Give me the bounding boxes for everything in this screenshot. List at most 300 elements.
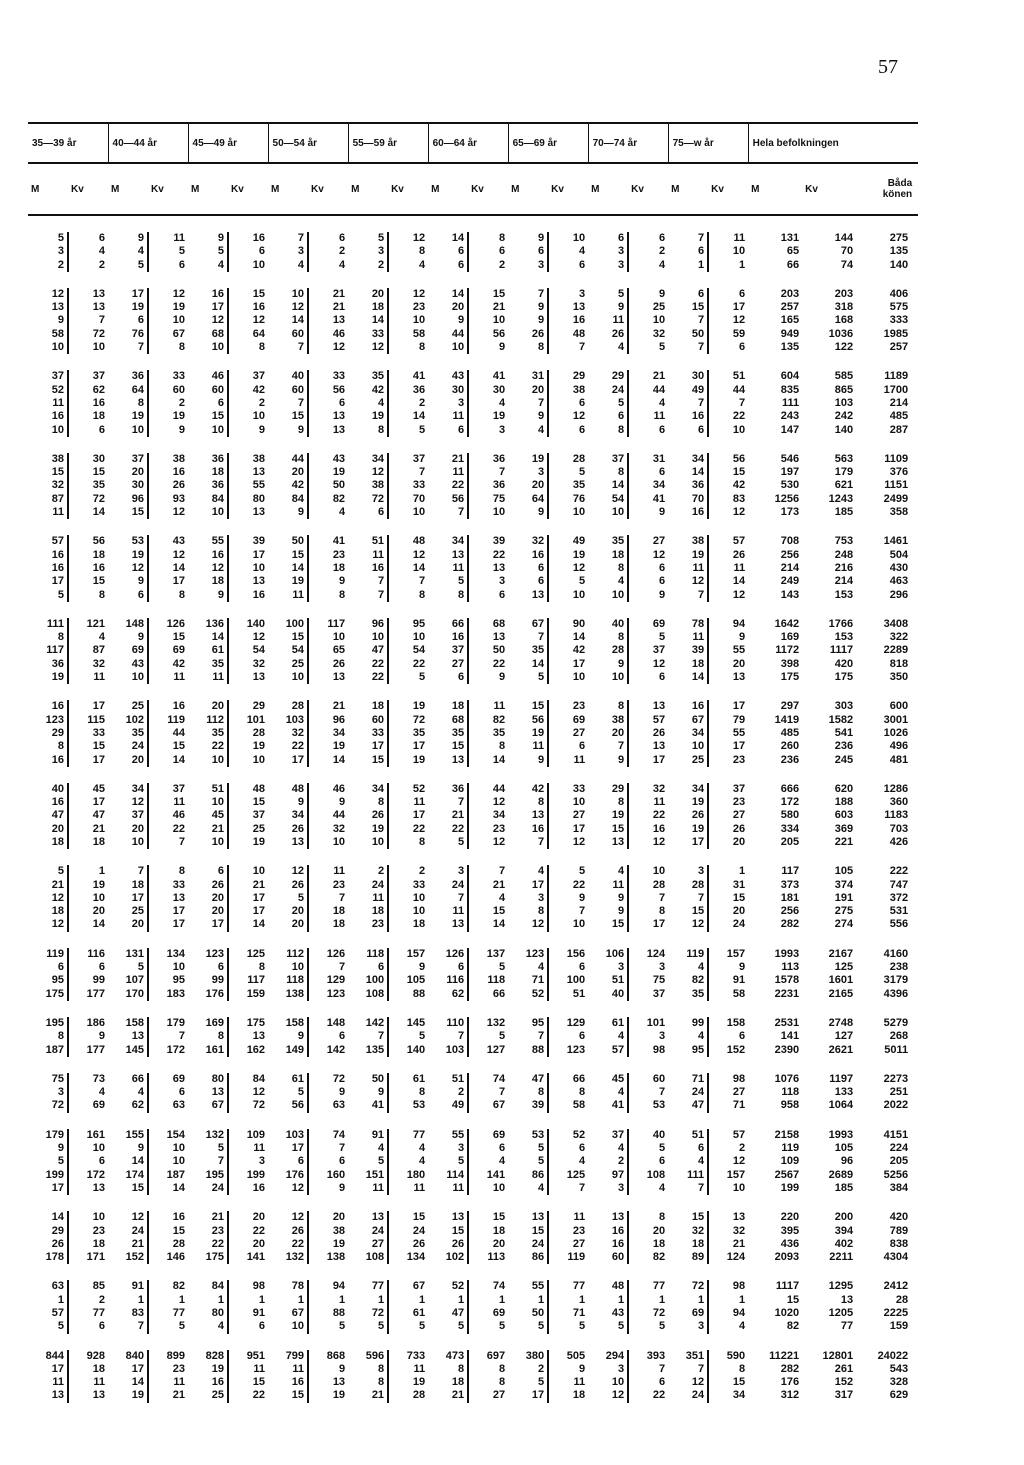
table-cell: 21 (348, 1389, 388, 1402)
table-cell: 6 (659, 561, 666, 574)
table-cell: 3 (428, 397, 468, 410)
table-cell: 13 (492, 631, 506, 644)
table-cell: 243 (780, 410, 800, 423)
table-cell: 132 (188, 1129, 228, 1142)
table-cell: 38 (348, 479, 388, 492)
age-group-header: 35—39 år (28, 123, 108, 163)
table-cell: 7 (348, 575, 388, 588)
table-cell: 1197 (829, 1072, 854, 1085)
table-cell: 10 (92, 1142, 106, 1155)
table-cell: 6 (338, 396, 346, 409)
table-cell: 6 (428, 424, 468, 437)
table-cell: 185 (834, 1181, 854, 1194)
table-cell: 25 (188, 1389, 228, 1402)
table-cell: 25 (108, 700, 148, 713)
table-cell: 16 (172, 700, 186, 713)
table-cell: 10 (652, 314, 666, 327)
table-cell: 36 (492, 452, 506, 465)
table-cell: 322 (889, 631, 909, 644)
table-cell: 12 (252, 314, 266, 327)
table-cell: 13 (508, 1211, 548, 1224)
table-cell: 10 (412, 905, 426, 918)
table-cell: 67 (172, 327, 186, 340)
table-cell: 6 (659, 575, 666, 588)
table-cell: 58 (732, 987, 746, 1000)
table-cell: 1 (498, 1293, 506, 1306)
table-cell: 99 (188, 974, 228, 987)
table-cell: 106 (588, 948, 628, 961)
sex-header-m: M (428, 163, 468, 215)
table-cell: 6 (338, 232, 346, 244)
table-cell: 185 (834, 506, 854, 519)
table-cell: 3179 (883, 974, 909, 987)
table-row (28, 589, 918, 602)
table-cell: 8 (178, 588, 186, 601)
table-cell: 15 (668, 905, 708, 918)
table-cell: 9 (498, 671, 506, 684)
table-cell: 19 (508, 453, 548, 466)
table-cell: 72 (412, 713, 426, 726)
table-cell: 15 (108, 1182, 148, 1195)
table-cell: 64 (252, 327, 266, 340)
table-cell: 9 (588, 892, 628, 905)
table-cell: 32 (332, 822, 346, 835)
table-cell: 9 (508, 232, 548, 245)
table-cell: 176 (780, 1376, 800, 1389)
table-cell: 11 (588, 314, 628, 327)
table-cell: 11 (268, 589, 308, 602)
table-cell: 117 (781, 865, 800, 878)
table-cell: 7 (508, 836, 548, 849)
table-cell: 50 (668, 328, 708, 341)
table-cell: 2 (739, 1142, 746, 1155)
table-cell: 40 (28, 783, 68, 796)
table-cell: 2531 (774, 1016, 800, 1029)
table-cell: 95 (508, 1017, 548, 1030)
table-cell: 1 (668, 259, 708, 272)
sex-header-m: M (348, 163, 388, 215)
table-cell: 214 (834, 575, 854, 588)
table-cell: 2689 (828, 1168, 854, 1181)
table-cell: 183 (166, 987, 186, 1000)
table-cell: 95 (28, 974, 68, 987)
table-cell: 15 (268, 1389, 308, 1402)
table-cell: 45 (588, 1073, 628, 1086)
table-cell: 19 (572, 548, 586, 561)
table-cell: 6 (98, 232, 106, 244)
table-cell: 15 (732, 891, 746, 904)
table-cell: 17 (252, 891, 266, 904)
table-cell: 350 (889, 671, 909, 684)
table-cell: 1205 (828, 1307, 854, 1319)
table-cell: 22 (572, 878, 586, 891)
table-cell: 35 (348, 370, 388, 383)
table-cell: 18 (28, 836, 68, 849)
table-row (28, 754, 918, 767)
table-cell: 133 (834, 1086, 854, 1099)
table-cell: 69 (492, 1128, 506, 1141)
table-cell: 105 (406, 974, 426, 987)
table-cell: 44 (492, 782, 506, 795)
table-cell: 132 (486, 1016, 506, 1029)
table-cell: 103 (268, 714, 308, 727)
table-cell: 118 (781, 1086, 800, 1099)
table-cell: 7 (188, 1155, 228, 1168)
table-cell: 8 (739, 1362, 746, 1375)
table-cell: 5 (268, 1086, 308, 1099)
table-cell: 2 (98, 1293, 106, 1306)
table-row (28, 506, 918, 519)
table-cell: 14 (508, 658, 548, 671)
table-cell: 4 (418, 1155, 426, 1168)
table-cell: 303 (834, 700, 854, 713)
table-cell: 28 (412, 1389, 426, 1402)
table-cell: 46 (188, 370, 228, 383)
table-cell: 95 (412, 617, 426, 630)
table-cell: 123 (188, 948, 228, 961)
table-cell: 116 (428, 974, 468, 987)
table-cell: 287 (889, 423, 909, 436)
table-row (28, 562, 918, 575)
table-cell: 12 (252, 1086, 266, 1099)
table-cell: 8 (188, 1030, 228, 1043)
table-cell: 19 (252, 740, 266, 753)
table-cell: 15 (428, 740, 468, 753)
table-cell: 16 (428, 631, 468, 644)
table-cell: 37 (732, 782, 746, 795)
table-cell: 5 (338, 1320, 346, 1333)
table-cell: 15 (268, 549, 308, 562)
table-cell: 10 (348, 836, 388, 849)
table-row (28, 314, 918, 327)
table-cell: 70 (412, 492, 426, 505)
table-cell: 541 (834, 726, 854, 739)
table-cell: 13 (28, 1389, 68, 1402)
table-cell: 158 (726, 1016, 746, 1029)
table-cell: 14 (412, 410, 426, 423)
table-cell: 152 (834, 1376, 854, 1389)
table-cell: 11 (573, 753, 586, 766)
table-cell: 10 (412, 891, 426, 904)
table-cell: 20 (348, 288, 388, 301)
table-cell: 10 (172, 1142, 186, 1155)
table-cell: 10 (588, 1376, 628, 1389)
table-cell: 6 (108, 314, 148, 327)
table-cell: 18 (412, 918, 426, 931)
table-cell: 6 (498, 588, 506, 601)
table-cell: 6 (668, 1142, 708, 1155)
table-cell: 10 (108, 424, 148, 437)
table-cell: 69 (668, 1307, 708, 1320)
table-cell: 13 (268, 836, 308, 849)
table-cell: 9 (268, 424, 308, 437)
table-cell: 7 (418, 466, 426, 479)
table-cell: 9 (338, 1362, 346, 1375)
table-cell: 865 (834, 383, 854, 396)
table-cell: 4 (508, 424, 548, 437)
table-cell: 844 (28, 1350, 68, 1363)
table-cell: 17 (172, 918, 186, 931)
table-cell: 29 (28, 1225, 68, 1238)
table-cell: 11 (428, 410, 468, 423)
table-cell: 24 (668, 1086, 708, 1099)
table-cell: 131 (108, 948, 148, 961)
table-cell: 2 (348, 259, 388, 272)
table-cell: 14 (108, 1376, 148, 1389)
table-cell: 98 (252, 1280, 266, 1293)
table-cell: 15 (348, 754, 388, 767)
table-cell: 7 (508, 631, 548, 644)
table-cell: 96 (332, 713, 346, 726)
table-cell: 5 (659, 631, 666, 644)
table-cell: 7 (338, 891, 346, 904)
table-cell: 18 (92, 1362, 106, 1375)
table-cell: 4151 (883, 1128, 909, 1141)
table-cell: 8 (418, 588, 426, 601)
table-cell: 9 (338, 796, 346, 809)
table-cell: 58 (572, 1099, 586, 1112)
table-cell: 26 (188, 879, 228, 892)
table-cell: 88 (508, 1044, 548, 1057)
table-cell: 59 (732, 327, 746, 340)
table-cell: 50 (492, 644, 506, 657)
table-cell: 40 (652, 1128, 666, 1141)
table-cell: 8 (178, 341, 186, 354)
table-cell: 3 (668, 865, 708, 878)
table-cell: 6 (258, 1320, 266, 1333)
table-cell: 3 (428, 865, 468, 878)
table-cell: 117 (327, 617, 346, 630)
table-cell: 1 (28, 1294, 68, 1307)
table-cell: 11 (428, 905, 468, 918)
table-cell: 260 (780, 740, 800, 753)
table-cell: 37 (252, 370, 266, 383)
table-cell: 3 (508, 892, 548, 905)
table-cell: 1 (338, 1293, 346, 1306)
table-cell: 111 (782, 396, 800, 409)
table-cell: 37 (588, 1129, 628, 1142)
table-cell: 27 (732, 1086, 746, 1099)
table-cell: 268 (889, 1030, 909, 1043)
table-cell: 8 (258, 961, 266, 974)
table-cell: 73 (92, 1072, 106, 1085)
table-cell: 13 (92, 301, 106, 314)
table-cell: 5 (418, 671, 426, 684)
table-cell: 505 (566, 1349, 586, 1362)
age-group-header: 70—74 år (588, 123, 668, 163)
table-cell: 4 (659, 396, 666, 409)
table-cell: 40 (268, 370, 308, 383)
sex-header-kv: Kv (802, 163, 856, 215)
table-cell: 72 (348, 1307, 388, 1320)
table-cell: 2 (98, 258, 106, 271)
table-cell: 402 (834, 1237, 854, 1250)
table-cell: 6 (659, 1155, 666, 1168)
table-cell: 85 (92, 1280, 106, 1293)
table-cell: 157 (406, 947, 426, 960)
table-cell: 148 (108, 618, 148, 631)
table-cell: 10 (588, 506, 628, 519)
table-row (28, 466, 918, 479)
table-cell: 26 (732, 822, 746, 835)
table-cell: 10 (268, 671, 308, 684)
table-cell: 28 (172, 1237, 186, 1250)
table-cell: 42 (732, 479, 746, 492)
table-cell: 101 (246, 713, 266, 726)
table-cell: 12 (492, 796, 506, 809)
table-cell: 61 (412, 1307, 426, 1319)
table-cell: 5 (508, 1376, 548, 1389)
table-cell: 5 (348, 1155, 388, 1168)
table-cell: 4 (108, 245, 148, 258)
table-cell: 21 (492, 878, 506, 891)
table-cell: 6 (428, 961, 468, 974)
table-cell: 17 (188, 301, 228, 314)
table-cell: 22 (412, 822, 426, 835)
table-cell: 50 (348, 1073, 388, 1086)
table-cell: 29 (588, 783, 628, 796)
table-cell: 8 (659, 1211, 666, 1224)
table-cell: 19 (668, 549, 708, 562)
table-cell: 42 (572, 644, 586, 657)
table-cell: 1993 (774, 947, 800, 960)
table-cell: 19 (188, 1363, 228, 1376)
table-cell: 155 (108, 1129, 148, 1142)
table-row (28, 905, 918, 918)
table-cell: 24 (428, 879, 468, 892)
table-cell: 49 (572, 535, 586, 548)
table-cell: 3 (588, 259, 628, 272)
table-cell: 3 (498, 423, 506, 436)
table-cell: 8 (348, 796, 388, 809)
table-cell: 18 (332, 918, 346, 931)
table-cell: 899 (166, 1349, 186, 1362)
table-cell: 20 (428, 301, 468, 314)
table-cell: 6 (338, 1155, 346, 1168)
table-cell: 49 (668, 384, 708, 397)
table-cell: 12 (28, 288, 68, 301)
table-cell: 188 (834, 796, 854, 809)
table-cell: 31 (732, 878, 746, 891)
table-cell: 34 (348, 783, 388, 796)
table-cell: 72 (252, 1099, 266, 1112)
table-cell: 27 (572, 809, 586, 822)
table-cell: 473 (428, 1350, 468, 1363)
table-cell: 12 (268, 1182, 308, 1195)
table-cell: 126 (326, 947, 346, 960)
table-cell: 26 (508, 328, 548, 341)
age-group-header: 50—54 år (268, 123, 348, 163)
table-cell: 12 (652, 835, 666, 848)
table-cell: 156 (566, 947, 586, 960)
table-cell: 9 (338, 1181, 346, 1194)
table-cell: 5 (659, 1320, 666, 1333)
table-cell: 222 (889, 865, 909, 878)
table-cell: 6 (28, 961, 68, 974)
table-cell: 8 (508, 796, 548, 809)
table-cell: 14 (572, 631, 586, 644)
table-cell: 7 (338, 961, 346, 974)
table-cell: 9 (28, 1142, 68, 1155)
table-cell: 44 (428, 328, 468, 341)
table-cell: 15 (508, 1225, 548, 1238)
table-cell: 1 (178, 1293, 186, 1306)
table-cell: 34 (348, 453, 388, 466)
table-cell: 6 (348, 961, 388, 974)
table-cell: 56 (332, 383, 346, 396)
table-cell: 556 (889, 918, 909, 931)
table-cell: 200 (834, 1211, 854, 1224)
table-cell: 14 (492, 918, 506, 931)
table-cell: 27 (572, 1237, 586, 1250)
table-cell: 27 (348, 1238, 388, 1251)
table-cell: 52 (508, 988, 548, 1001)
table-cell: 928 (86, 1349, 106, 1362)
table-cell: 23 (492, 822, 506, 835)
table-cell: 33 (92, 726, 106, 739)
table-cell: 54 (588, 493, 628, 506)
table-cell: 9 (188, 232, 228, 245)
table-cell: 5 (498, 1030, 506, 1043)
table-cell: 11 (428, 562, 468, 575)
table-cell: 153 (834, 631, 854, 644)
table-cell: 6 (668, 424, 708, 437)
table-cell: 18 (188, 575, 228, 588)
table-cell: 17 (508, 1389, 548, 1402)
table-cell: 158 (268, 1017, 308, 1030)
sex-header-m: M (748, 163, 802, 215)
table-cell: 11 (348, 549, 388, 562)
table-cell: 160 (326, 1168, 346, 1181)
table-cell: 13 (252, 671, 266, 684)
table-cell: 47 (668, 1099, 708, 1112)
table-cell: 463 (889, 575, 909, 588)
sex-header-m: M (28, 163, 68, 215)
table-cell: 620 (834, 782, 854, 795)
table-cell: 83 (732, 492, 746, 505)
table-cell: 28 (252, 726, 266, 739)
table-cell: 129 (326, 974, 346, 987)
table-cell: 8 (258, 341, 266, 354)
table-cell: 10 (332, 835, 346, 848)
table-cell: 26 (668, 809, 708, 822)
table-cell: 69 (652, 617, 666, 630)
table-cell: 10 (188, 341, 228, 354)
table-cell: 8 (508, 905, 548, 918)
table-cell: 13 (348, 1211, 388, 1224)
table-cell: 256 (780, 548, 800, 561)
table-row (28, 370, 918, 383)
table-cell: 8 (588, 424, 628, 437)
table-cell: 177 (86, 1043, 106, 1056)
table-cell: 10 (732, 423, 746, 436)
table-cell: 256 (780, 905, 800, 918)
table-row (28, 918, 918, 931)
table-cell: 6 (188, 961, 228, 974)
table-cell: 119 (781, 1142, 800, 1155)
table-cell: 140 (406, 1043, 426, 1056)
table-cell: 13 (732, 671, 746, 684)
table-cell: 1109 (884, 452, 909, 465)
table-cell: 11 (268, 1363, 308, 1376)
table-row (28, 714, 918, 727)
table-cell: 8 (348, 424, 388, 437)
table-cell: 20 (332, 1211, 346, 1224)
table-cell: 33 (172, 370, 186, 383)
table-cell: 37 (92, 370, 106, 383)
table-cell: 13 (92, 1181, 106, 1194)
table-cell: 8 (28, 740, 68, 753)
